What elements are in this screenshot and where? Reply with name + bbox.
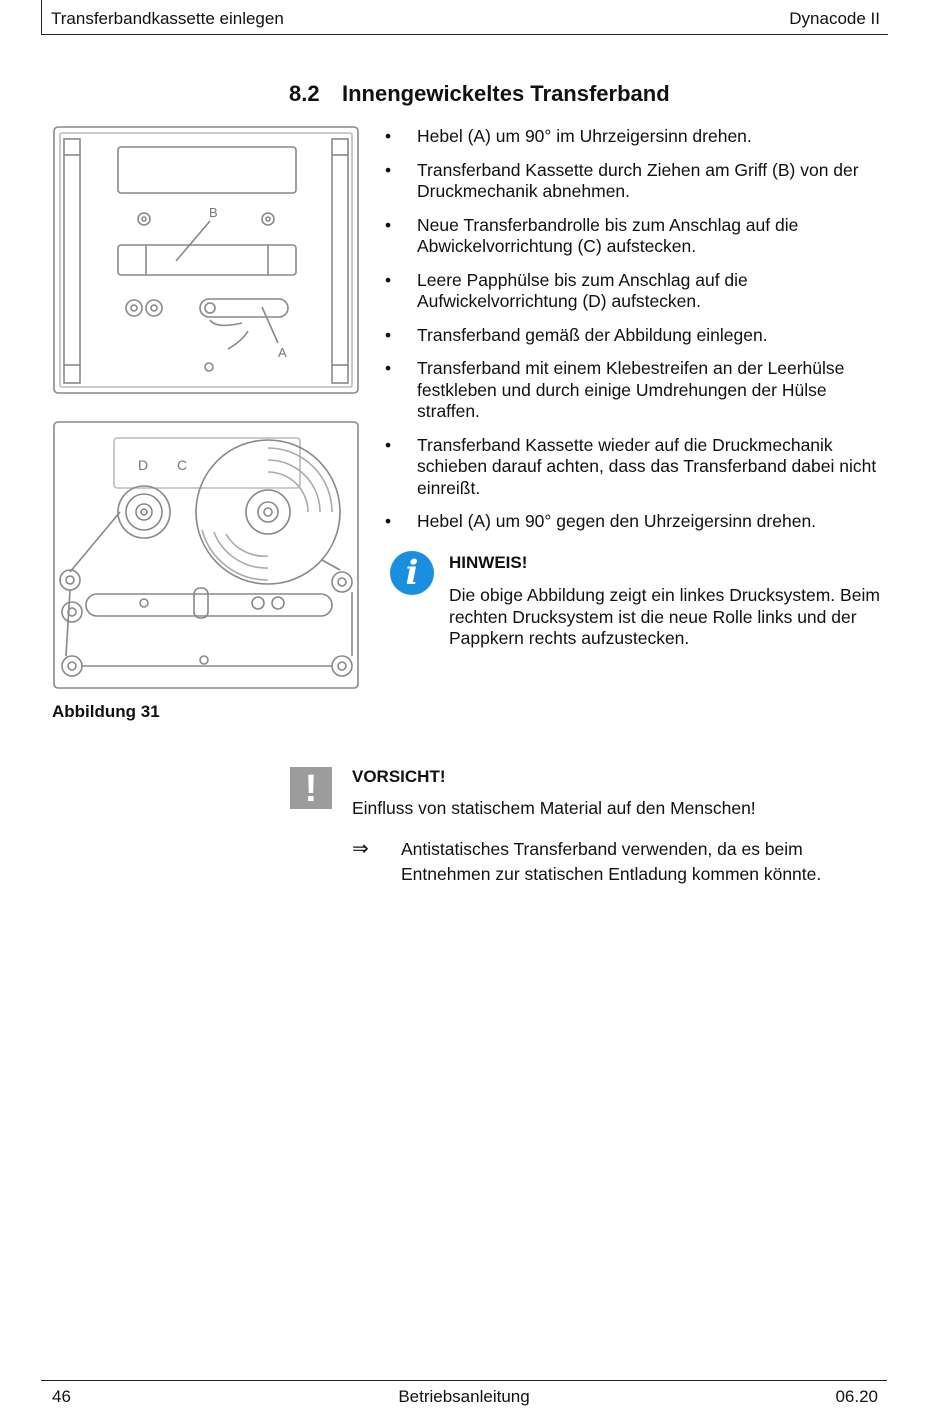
step-text: Hebel (A) um 90° im Uhrzeigersinn drehen.	[417, 126, 752, 146]
step-text: Neue Transferbandrolle bis zum Anschlag auf die Abwickelvorrichtung (C) aufstecken.	[417, 214, 799, 256]
step-text: Transferband mit einem Klebestreifen an der Leerhülse festkleben und durch einige Umdrehungen der Hülse straffen.	[417, 358, 845, 421]
label-b: B	[209, 205, 218, 220]
footer-date: 06.20	[835, 1387, 878, 1406]
label-c: C	[177, 457, 188, 473]
bullet-icon: •	[385, 214, 392, 235]
header-product: Dynacode II	[789, 9, 880, 28]
note-title: HINWEIS!	[449, 553, 528, 572]
list-item	[385, 270, 885, 313]
instruction-list	[385, 126, 885, 545]
bullet-icon: •	[385, 126, 392, 146]
label-d: D	[138, 457, 149, 473]
arrow-right-icon: ⇒	[352, 838, 369, 860]
page-footer	[41, 1380, 887, 1409]
bullet-icon: •	[385, 269, 392, 290]
bullet-icon: •	[385, 511, 392, 531]
cassette-open-illustration	[52, 420, 362, 692]
footer-document-title: Betriebsanleitung	[398, 1387, 530, 1406]
list-item	[385, 160, 885, 203]
note-text: Die obige Abbildung zeigt ein linkes Drucksystem. Beim rechten Drucksystem ist die neue Rolle links und der Pappkern rechts aufzustecken.	[449, 585, 880, 648]
step-text: Leere Papphülse bis zum Anschlag auf die Aufwickelvorrichtung (D) aufstecken.	[417, 269, 748, 311]
bullet-icon: •	[385, 358, 392, 378]
list-item	[385, 511, 885, 533]
list-item	[385, 126, 885, 148]
header-title: Transferbandkassette einlegen	[51, 9, 284, 28]
bullet-icon: •	[385, 159, 392, 180]
warning-action: Antistatisches Transferband verwenden, da es beim Entnehmen zur statischen Entladung kommen könnte.	[401, 839, 822, 884]
warning-text: Einfluss von statischem Material auf den Menschen!	[352, 798, 756, 818]
cassette-closed-illustration	[52, 125, 362, 397]
list-item	[385, 325, 885, 347]
warning-title: VORSICHT!	[352, 767, 446, 786]
section-number: 8.2	[289, 81, 320, 106]
page-number: 46	[52, 1387, 71, 1406]
warning-icon: !	[290, 767, 332, 809]
bullet-icon: •	[385, 434, 392, 455]
info-icon: i	[390, 551, 434, 595]
step-text: Transferband gemäß der Abbildung einlegen.	[417, 324, 768, 345]
figure-caption: Abbildung 31	[52, 702, 160, 721]
step-text: Hebel (A) um 90° gegen den Uhrzeigersinn drehen.	[417, 511, 817, 531]
bullet-icon: •	[385, 324, 392, 345]
list-item	[385, 358, 885, 423]
step-text: Transferband Kassette durch Ziehen am Griff (B) von der Druckmechanik abnehmen.	[417, 159, 859, 201]
label-a: A	[278, 345, 287, 360]
list-item	[385, 435, 885, 500]
step-text: Transferband Kassette wieder auf die Druckmechanik schieben darauf achten, dass das Transferband dabei nicht einreißt.	[417, 434, 877, 498]
section-title: Innengewickeltes Transferband	[342, 81, 670, 106]
list-item	[385, 215, 885, 258]
page-header	[41, 0, 888, 35]
section-heading	[289, 81, 670, 107]
